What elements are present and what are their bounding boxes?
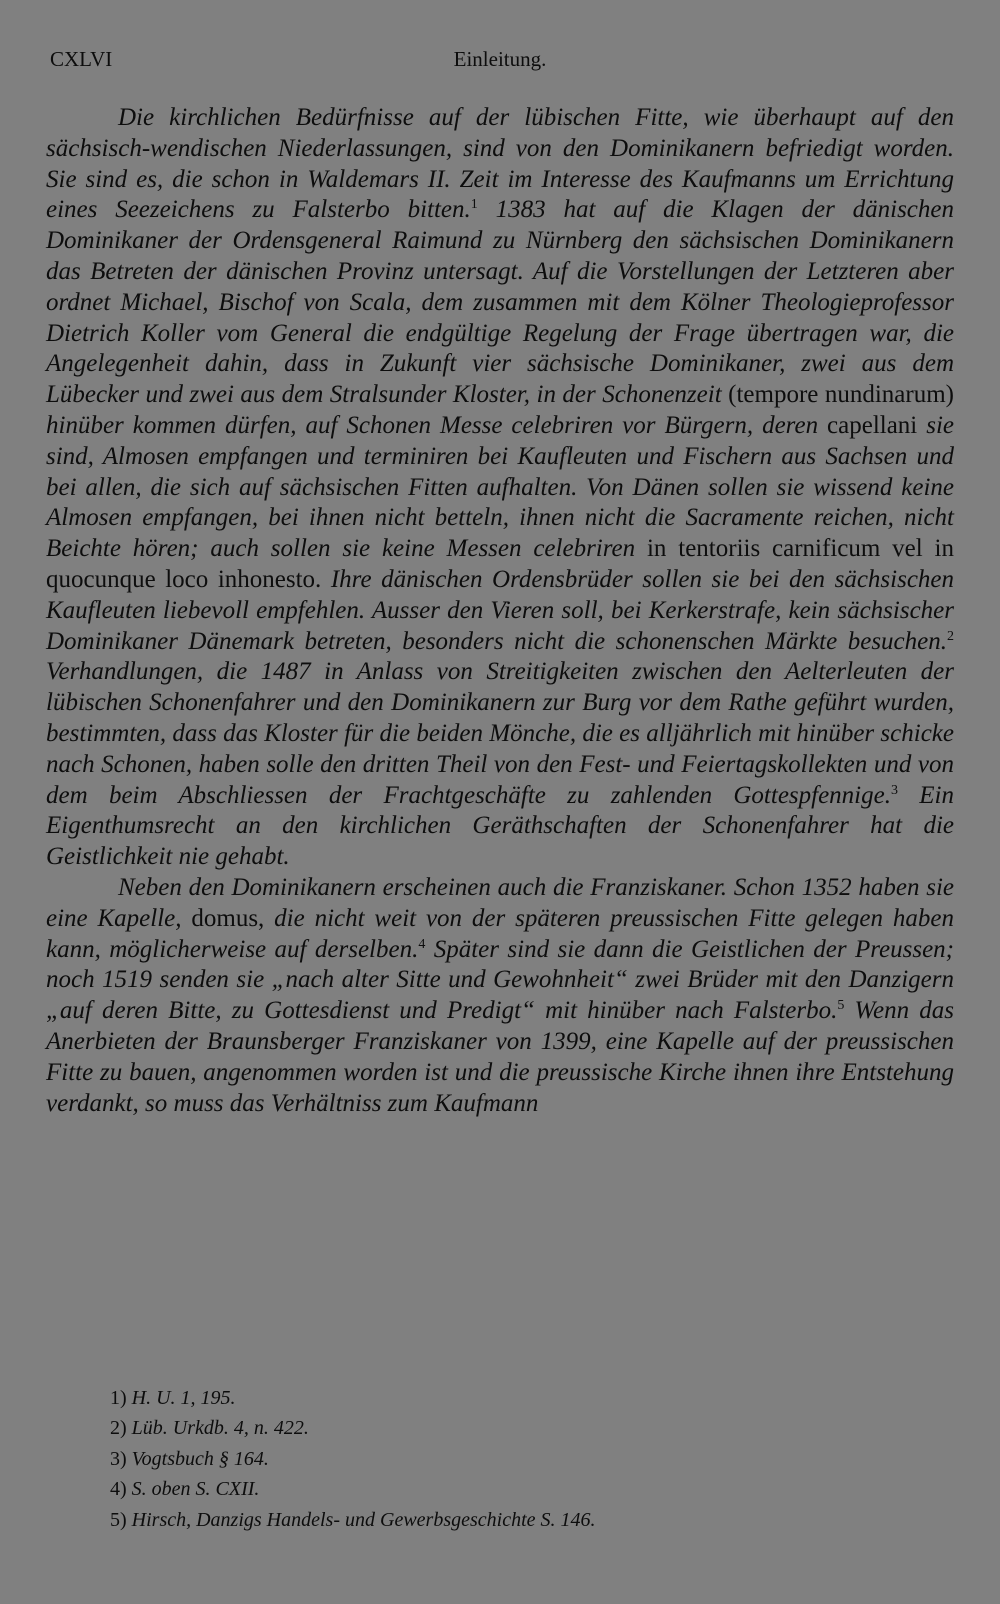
running-title: Einleitung. [453,47,547,71]
text-run: Verhandlungen, die 1487 in Anlass von Streitigkeiten zwischen den Aelterleuten der lübischen Schonenfahrer und den Dominikanern zur Burg vor dem Rathe geführt wurden, bestimmten, dass das Kloster für die beiden Mönche, die es alljährlich mit hinüber schicke nach Schonen, haben solle den dritten Theil von den Fest- und Feiertagskollekten und von dem beim Abschliessen der Frachtgeschäfte zu zahlenden Gottespfennige. [46,658,954,809]
body-text [46,103,954,1119]
footnote: 4) S. oben S. CXII. [110,1478,260,1501]
paragraph-1 [46,103,954,873]
text-run: (tempore nundinarum) [728,381,954,409]
footnote: 5) Hirsch, Danzigs Handels- und Gewerbsgeschichte S. 146. [110,1508,596,1531]
footnote-marker: 1 [470,197,478,213]
text-run: Neben den Dominikanern erscheinen auch die Franziskaner. Schon 1352 haben sie eine Kapelle, [46,873,954,932]
footnote-marker: 5 [837,998,845,1014]
footnote: 2) Lüb. Urkdb. 4, n. 422. [110,1417,309,1440]
footnote-marker: 2 [947,628,954,644]
text-run: Später sind sie dann die Geistlichen der Preussen; noch 1519 senden sie „nach alter Sitte und Gewohnheit“ zwei Brüder mit den Danzigern „auf deren Bitte, zu Gottesdienst und Predigt“ mit hinüber nach Falsterbo. [46,935,954,1025]
running-head [46,44,954,74]
text-run: Die kirchlichen Bedürfnisse auf der lübischen Fitte, wie überhaupt auf den sächsisch-wendischen Niederlassungen, sind von den Dominikanern befriedigt worden. Sie sind es, die schon in Waldemars II. Zeit im Interesse des Kaufmanns um Errichtung eines Seezeichens zu Falsterbo bitten. [46,104,954,224]
text-run: hinüber kommen dürfen, auf Schonen Messe celebriren vor Bürgern, deren [46,411,828,439]
book-page [46,0,954,1604]
text-run: die nicht weit von der späteren preussischen Fitte gelegen haben kann, möglicherweise auf derselben. [46,904,954,963]
text-run: Ein Eigenthumsrecht an den kirchlichen Geräthschaften der Schonenfahrer hat die Geistlichkeit nie gehabt. [46,781,954,871]
text-run: sie sind, Almosen empfangen und terminiren bei Kaufleuten und Fischern aus Sachsen und bei allen, die sich auf sächsischen Fitten aufhalten. Von Dänen sollen sie wissend keine Almosen empfangen, bei ihnen nicht betteln, ihnen nicht die Sacramente reichen, nicht Beichte hören; auch sollen sie keine Messen celebriren [46,411,954,563]
text-run: Wenn das Anerbieten der Braunsberger Franziskaner von 1399, eine Kapelle auf der preussischen Fitte zu bauen, angenommen worden ist und die preussische Kirche ihnen ihre Entstehung verdankt, so muss das Verhältniss zum Kaufmann [46,997,954,1117]
paragraph-2 [46,873,954,1119]
footnote-marker: 3 [890,782,898,798]
text-run: domus, [191,904,265,932]
footnote-marker: 4 [418,936,426,952]
footnotes [110,1383,954,1535]
text-run: Ihre dänischen Ordensbrüder sollen sie bei den sächsischen Kaufleuten liebevoll empfehlen. Ausser den Vieren soll, bei Kerkerstrafe, kein sächsischer Dominikaner Dänemark betreten, besonders nicht die schonenschen Märkte besuchen. [46,565,955,655]
text-run: 1383 hat auf die Klagen der dänischen Dominikaner der Ordensgeneral Raimund zu Nürnberg den sächsischen Dominikanern das Betreten der dänischen Provinz untersagt. Auf die Vorstellungen der Letzteren aber ordnet Michael, Bischof von Scala, dem zusammen mit dem Kölner Theologieprofessor Dietrich Koller vom General die endgültige Regelung der Frage übertragen war, die Angelegenheit dahin, dass in Zukunft vier sächsische Dominikaner, zwei aus dem Lübecker und zwei aus dem Stralsunder Kloster, in der Schonenzeit [46,196,955,409]
text-run: capellani [827,411,918,439]
footnote: 1) H. U. 1, 195. [110,1387,236,1409]
footnote: 3) Vogtsbuch § 164. [110,1447,269,1470]
page-number: CXLVI [50,47,113,71]
text-run: in tentoriis carnificum vel in quocunque loco inhonesto. [46,535,954,593]
